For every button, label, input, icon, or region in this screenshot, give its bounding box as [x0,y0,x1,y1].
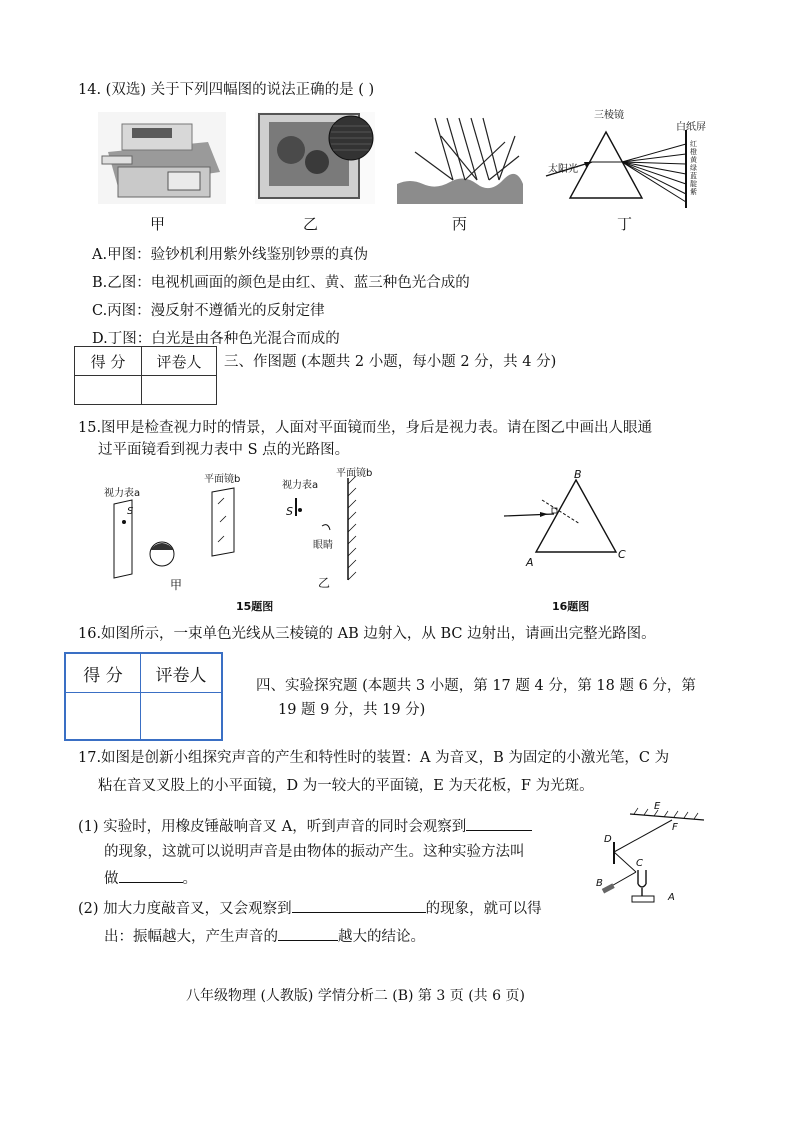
q17-line2: 粘在音叉叉股上的小平面镜，D 为一较大的平面镜，E 为天花板，F 为光斑。 [98,778,594,794]
q14-option-c: C.丙图：漫反射不遵循光的反射定律 [92,303,325,319]
q17-p1-line1: (1) 实验时，用橡皮锤敲响音叉 A，听到声音的同时会观察到 [78,816,532,837]
section4-title-line2: 19 题 9 分，共 19 分) [278,702,426,718]
fig-jia-label: 甲 [150,215,166,233]
fig-ding-label: 丁 [617,215,633,233]
mirror-label-yi: 平面镜b [336,468,373,479]
tuning-fork-laser-diagram [592,800,712,912]
section3-title: 三、作图题 (本题共 2 小题，每小题 2 分，共 4 分) [224,354,557,370]
answer-blank-3[interactable] [292,898,426,913]
q16-prism-diagram [496,466,636,576]
grader-label: 评卷人 [142,347,217,376]
fig17-label-f: F [672,822,678,833]
score-label: 得 分 [65,653,141,693]
q17-line1: 17.如图是创新小组探究声音的产生和特性时的装置：A 为音叉，B 为固定的小激光笔，C 为 [78,750,670,766]
answer-blank-4[interactable] [278,926,338,941]
grader-label: 评卷人 [141,653,223,693]
jia-label: 甲 [170,578,183,592]
s-label-yi: S [286,505,293,518]
s-label-jia: S [127,506,134,517]
score-cell[interactable] [65,693,141,741]
q16-caption: 16题图 [552,600,590,613]
page-footer: 八年级物理 (人教版) 学情分析二 (B) 第 3 页 (共 6 页) [186,988,525,1004]
q14-stem: 14. (双选) 关于下列四幅图的说法正确的是 ( ) [78,82,375,98]
screen-label: 白纸屏 [676,122,706,133]
bill-validator-image [98,112,226,204]
fig17-label-b: B [596,878,603,889]
q16-label-c: C [618,548,626,561]
q14-option-a: A.甲图：验钞机利用紫外线鉴别钞票的真伪 [92,247,369,263]
q15-line1: 15.图甲是检查视力时的情景，人面对平面镜而坐，身后是视力表。请在图乙中画出人眼通 [78,420,653,436]
answer-blank-2[interactable] [119,868,183,883]
q15-line2: 过平面镜看到视力表中 S 点的光路图。 [98,442,350,458]
q17-p1-line2: 的现象，这就可以说明声音是由物体的振动产生。这种实验方法叫 [104,844,525,860]
fig17-label-c: C [636,858,643,869]
fig17-label-e: E [654,801,661,812]
q14-option-d: D.丁图：白光是由各种色光混合而成的 [92,331,340,347]
eye-label: 眼睛 [313,540,333,551]
chart-label-jia: 视力表a [104,488,141,499]
q17-p2-line2: 出：振幅越大，产生声音的 越大的结论。 [104,926,425,947]
section4-score-box [64,652,223,741]
mirror-label-jia: 平面镜b [204,474,241,485]
q16-label-b: B [574,468,582,481]
q15-caption: 15题图 [236,600,274,613]
q17-p1-line3: 做 。 [104,868,197,889]
yi-label: 乙 [318,576,331,590]
q16-text: 16.如图所示，一束单色光线从三棱镜的 AB 边射入，从 BC 边射出，请画出完整光路图。 [78,626,656,642]
chart-label-yi: 视力表a [282,480,319,491]
fig17-label-a: A [668,892,675,903]
score-label: 得 分 [75,347,142,376]
fig-yi-label: 乙 [303,215,319,233]
section3-score-box [74,346,217,405]
sunlight-label: 太阳光 [548,164,578,175]
prism-label: 三棱镜 [594,110,624,121]
grader-cell[interactable] [141,693,223,741]
q17-p2-line1: (2) 加大力度敲音叉，又会观察到 的现象，就可以得 [78,898,542,919]
grader-cell[interactable] [142,376,217,405]
q14-option-b: B.乙图：电视机画面的颜色是由红、黄、蓝三种色光合成的 [92,275,470,291]
fig-bing-label: 丙 [452,215,468,233]
spectrum-labels: 红橙黄绿蓝靛紫 [690,140,697,196]
answer-blank-1[interactable] [466,816,532,831]
score-cell[interactable] [75,376,142,405]
q16-label-a: A [526,556,534,569]
section4-title-line1: 四、实验探究题 (本题共 3 小题，第 17 题 4 分，第 18 题 6 分，第 [256,678,696,694]
fig17-label-d: D [604,834,612,845]
tv-image [255,112,375,204]
diffuse-reflection-diagram [395,112,525,204]
